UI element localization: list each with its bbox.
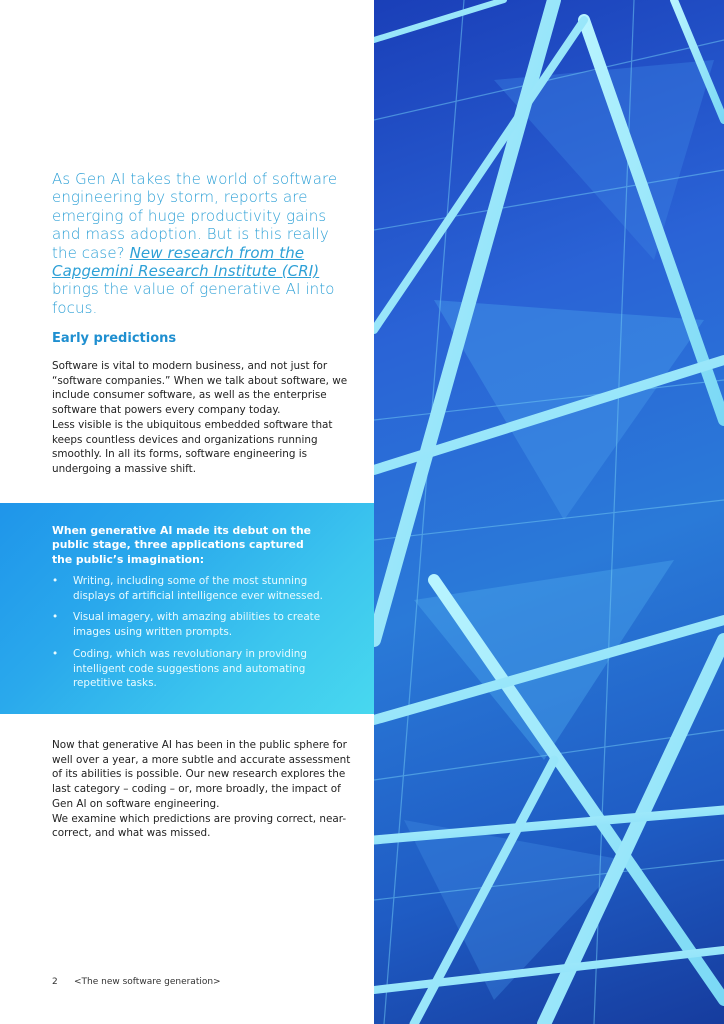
callout-item-coding: Coding, which was revolutionary in providing intelligent code suggestions and automating repetitive tasks. (73, 647, 307, 690)
callout-item-writing: Writing, including some of the most stunning displays of artificial intelligence ever witnessed. (73, 575, 323, 602)
page-footer (52, 977, 221, 987)
intro-text-after-link: brings the value of generative AI into focus. (52, 280, 335, 317)
callout-item-visual-imagery: Visual imagery, with amazing abilities to create images using written prompts. (73, 611, 321, 639)
architecture-photo (374, 0, 724, 1024)
list-item (52, 574, 352, 603)
bullet-icon: • (52, 611, 59, 624)
publication-title: <The new software generation> (74, 977, 221, 987)
section-heading: Early predictions (52, 331, 177, 346)
closing-paragraph-1: Now that generative AI has been in the public sphere for well over a year, a more subtle and accurate assessment of its abilities is possible. Our new research explores the last category – coding – or, more broadly, the impact of Gen AI on software engineering. (52, 739, 351, 810)
page-number: 2 (52, 977, 58, 987)
early-predictions-paragraph-1: Software is vital to modern business, and not just for “software companies.” When we talk about software, we include consumer software, as well as the enterprise software that powers every company today. (52, 360, 348, 417)
lattice-image (374, 0, 724, 1024)
early-predictions-body (52, 359, 354, 477)
bullet-icon: • (52, 575, 59, 587)
callout-list (52, 574, 352, 698)
cri-research-link[interactable]: New research from the Capgemini Research Institute (CRI) (52, 243, 320, 281)
bullet-icon: • (52, 647, 59, 660)
closing-body (52, 738, 354, 841)
list-item (52, 647, 352, 691)
closing-paragraph-2: We examine which predictions are proving correct, near-correct, and what was missed. (52, 812, 347, 840)
early-predictions-paragraph-2: Less visible is the ubiquitous embedded software that keeps countless devices and organizations running smoothly. In all its forms, software engineering is undergoing a massive shift. (52, 418, 333, 475)
callout-title: When generative AI made its debut on the public stage, three applications captured the public’s imagination: (52, 524, 311, 566)
list-item (52, 610, 352, 639)
intro-statement (52, 170, 352, 317)
intro-text-before-link: As Gen AI takes the world of software engineering by storm, reports are emerging of huge productivity gains and mass adoption. But is this really the case? (52, 170, 338, 262)
